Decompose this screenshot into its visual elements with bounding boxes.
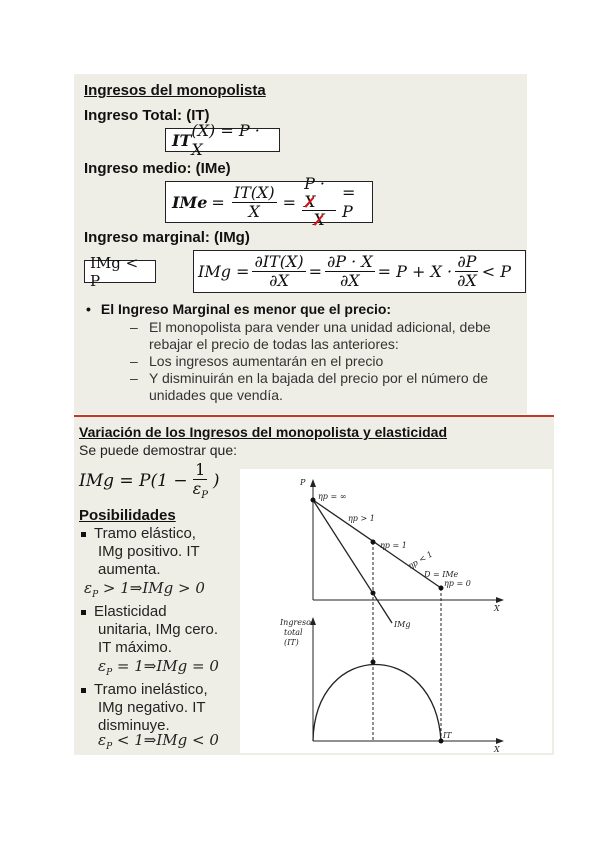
figure-svg <box>240 469 552 753</box>
bullet-main-text: El Ingreso Marginal es menor que el precio: <box>100 301 392 317</box>
img-frac1-num: ∂IT(X) <box>254 252 304 272</box>
list-item <box>81 603 219 682</box>
demand-line <box>313 500 441 588</box>
slide2-title: Variación de los Ingresos del monopolista y elasticidad <box>79 424 447 440</box>
ime-frac1-num: IT(X) <box>233 182 275 202</box>
item1-l3: aumenta. <box>98 561 161 578</box>
square-bullet-icon <box>81 610 86 615</box>
img-fraction-1 <box>252 253 305 289</box>
bottom-x-axis-arrow-icon <box>496 738 504 744</box>
unit-elastic-point <box>371 540 376 545</box>
ime-formula-lhs: IMe <box>172 192 208 212</box>
price-intercept-point <box>311 498 316 503</box>
item2-rest: = 1⇒IMg = 0 <box>112 657 219 675</box>
img-zero-point <box>371 591 376 596</box>
ime-formula-eq2: = <box>282 192 297 212</box>
slide2-intro: Se puede demostrar que: <box>79 442 237 458</box>
item1-rest: > 1⇒IMg > 0 <box>98 579 205 597</box>
item3-cond: ε <box>98 731 107 749</box>
item3-l3: disminuye. <box>98 717 170 734</box>
elasticity-fraction <box>191 461 210 501</box>
sub-item-3-line2: unidades que vendía. <box>149 387 283 403</box>
ime-frac1-den: X <box>248 201 260 221</box>
list-item <box>130 319 520 353</box>
it-max-point <box>371 660 376 665</box>
img-curve-label: IMg <box>394 620 411 629</box>
demand-x-intercept-point <box>439 586 444 591</box>
bullet-dot: • <box>86 301 91 317</box>
slide-top-rule <box>74 415 554 417</box>
ime-formula-eq: = <box>211 192 225 212</box>
item1-l1: Tramo elástico, <box>94 525 196 542</box>
img-frac1-den: ∂X <box>269 271 289 290</box>
item2-l2: unitaria, IMg cero. <box>98 621 219 638</box>
ime-formula-rhs: = P <box>342 183 356 221</box>
it-formula-lhs: IT <box>172 130 192 150</box>
item2-l3: IT máximo. <box>98 639 172 656</box>
sub-item-1-line2: rebajar el precio de todas las anteriores: <box>149 336 399 352</box>
posibilidades-heading: Posibilidades <box>79 507 176 524</box>
sub-list <box>130 319 520 404</box>
slide1-title: Ingresos del monopolista <box>84 82 266 99</box>
item3-cond-sub: P <box>106 742 113 752</box>
it-curve-label: IT <box>443 731 452 740</box>
item1-cond: ε <box>84 579 93 597</box>
dash-marker: – <box>130 370 138 386</box>
it-heading: Ingreso Total: (IT) <box>84 107 210 124</box>
ime-heading: Ingreso medio: (IMe) <box>84 160 231 177</box>
item1-l2: IMg positivo. IT <box>98 543 200 560</box>
top-p-axis-arrow-icon <box>310 479 316 487</box>
p-axis-label: P <box>300 478 306 487</box>
demand-label: D = IMe <box>424 570 459 579</box>
ime-frac2-num-b: X <box>304 191 316 211</box>
ime-frac2-num-a: P · <box>304 174 325 194</box>
img-small-box-text: IMg < P <box>90 253 139 290</box>
elasticity-formula-rhs: ) <box>212 471 220 491</box>
item2-cond: ε <box>98 657 107 675</box>
it-formula-box <box>165 121 280 159</box>
list-item <box>130 353 520 370</box>
dash-marker: – <box>130 319 138 335</box>
eta-lt1-label: ηp < 1 <box>406 549 435 571</box>
eta-zero-label: ηp = 0 <box>444 579 471 588</box>
item3-l1: Tramo inelástico, <box>94 681 208 698</box>
square-bullet-icon <box>81 688 86 693</box>
img-formula-lhs: IMg = <box>198 262 250 281</box>
bullet-main <box>86 301 391 317</box>
item1-cond-sub: P <box>92 590 99 600</box>
dash-marker: – <box>130 353 138 369</box>
img-frac3-num: ∂P <box>457 252 477 272</box>
img-fraction-3 <box>455 253 479 289</box>
item2-cond-sub: P <box>106 668 113 678</box>
img-small-box <box>84 253 156 290</box>
list-item <box>81 681 219 756</box>
it-curve <box>313 665 441 742</box>
img-heading: Ingreso marginal: (IMg) <box>84 229 250 246</box>
sub-item-3-line1: Y disminuirán en la bajada del precio por el número de <box>149 370 489 386</box>
it-axis-label-l2: total <box>284 628 303 637</box>
monopoly-revenue-figure <box>240 469 552 753</box>
item3-rest: < 1⇒IMg < 0 <box>112 731 219 749</box>
elasticity-formula <box>79 457 220 505</box>
elasticity-frac-den: ε <box>192 478 202 498</box>
elasticity-frac-num: 1 <box>195 460 206 480</box>
elasticity-frac-den-sub: P <box>201 489 208 501</box>
eta-gt1-label: ηp > 1 <box>348 514 375 523</box>
top-x-axis-arrow-icon <box>496 597 504 603</box>
img-fraction-2 <box>325 253 375 289</box>
x-axis-bottom-label: X <box>494 745 500 753</box>
img-formula-rhs: < P <box>481 262 512 281</box>
img-formula-box: IMg = $\frac{\partial IT(X)}{\partial X}$ = $\frac{\partial P \cdot X}{\partial X}$ = P + X · $\frac{\partial P}{\partial X}$ < P <box>193 250 526 293</box>
it-formula-rest: (X) = P · X <box>191 121 260 159</box>
img-frac2-den: ∂X <box>339 271 360 290</box>
eta-eq1-label: ηp = 1 <box>380 541 407 550</box>
sub-item-1-line1: El monopolista para vender una unidad adicional, debe <box>149 319 491 335</box>
eta-inf-label: ηp = ∞ <box>318 492 347 501</box>
ime-formula-box <box>165 174 373 230</box>
ime-fraction-2 <box>302 175 336 229</box>
item3-l2: IMg negativo. IT <box>98 699 206 716</box>
x-axis-top-label: X <box>494 604 500 613</box>
img-frac2-num: ∂P · X <box>326 252 373 272</box>
square-bullet-icon <box>81 532 86 537</box>
it-axis-label-l3: (IT) <box>284 638 299 647</box>
list-item <box>81 525 205 604</box>
slide-ingresos-monopolista <box>74 74 527 414</box>
list-item <box>130 370 520 404</box>
it-axis-label-l1: Ingreso <box>280 618 311 627</box>
sub-item-2-line1: Los ingresos aumentarán en el precio <box>149 353 384 369</box>
img-frac3-den: ∂X <box>457 271 477 290</box>
item2-l1: Elasticidad <box>94 603 167 620</box>
ime-fraction-1 <box>232 184 277 220</box>
ime-frac2-den: X <box>313 210 325 230</box>
elasticity-formula-lhs: IMg = P(1 − <box>79 471 188 491</box>
img-formula-mid: = P + X · <box>377 262 453 281</box>
